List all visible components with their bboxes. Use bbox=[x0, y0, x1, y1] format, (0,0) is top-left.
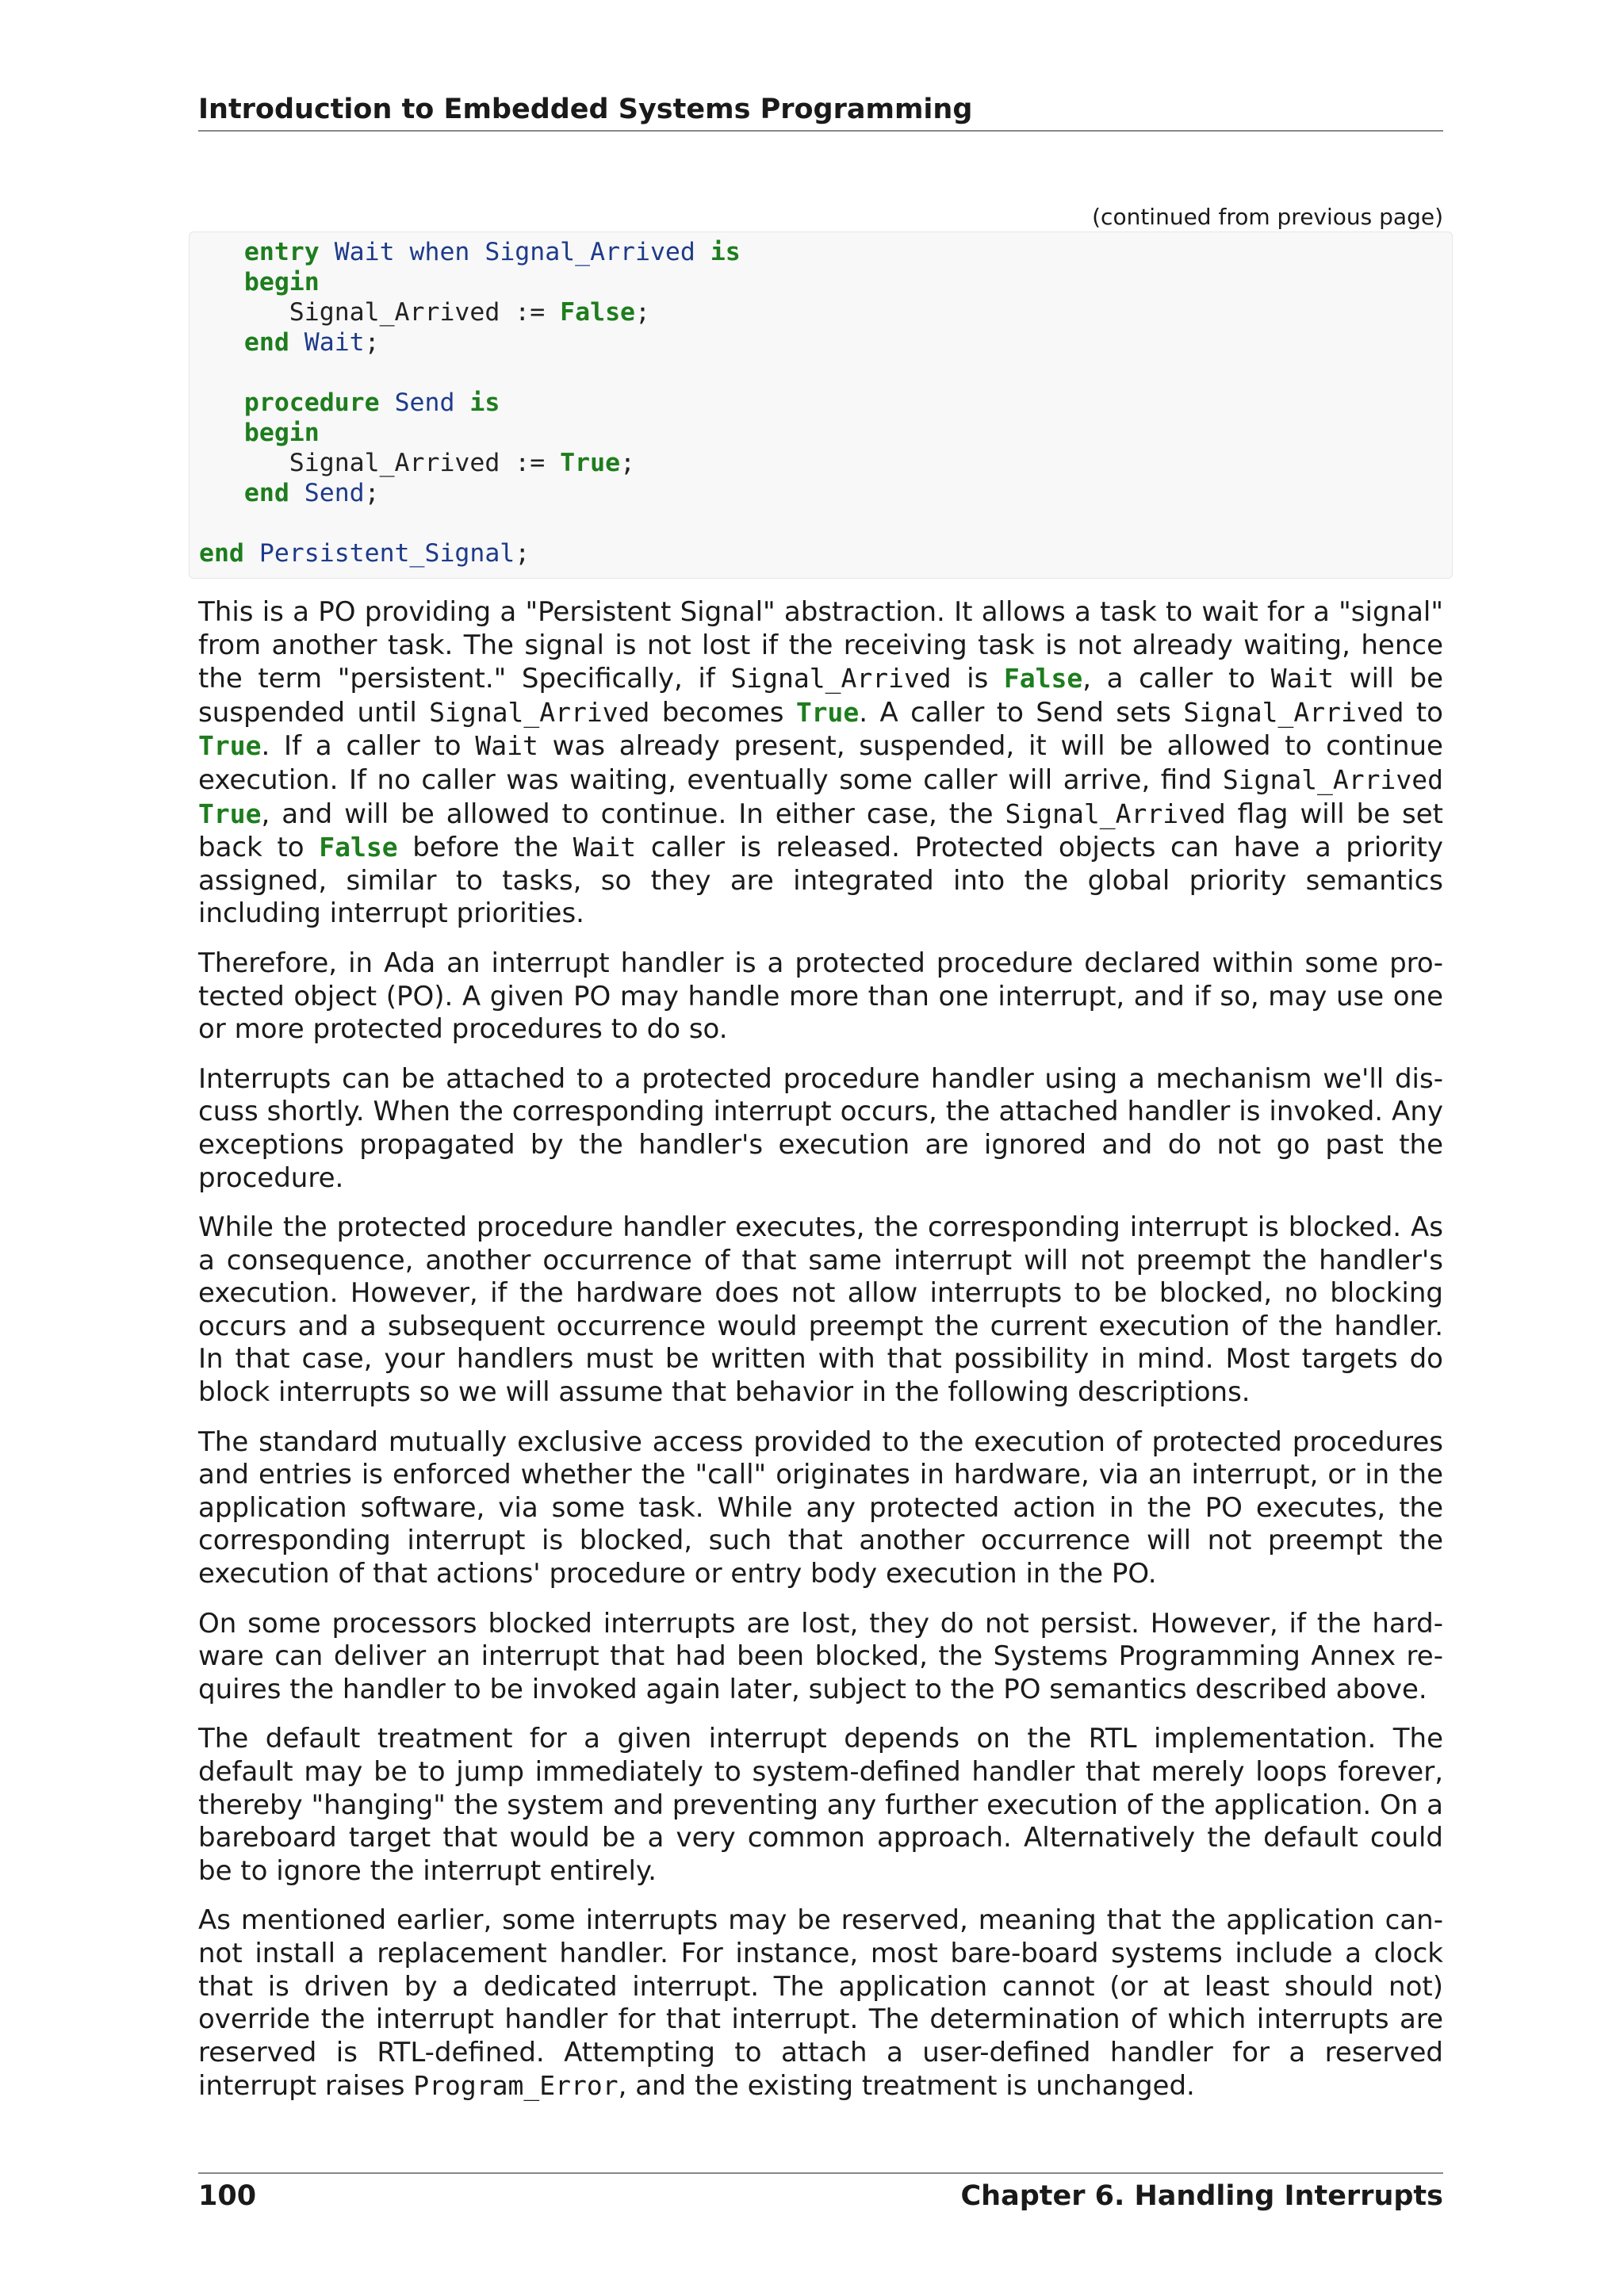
code-text: ; bbox=[620, 449, 635, 477]
paragraph bbox=[198, 1904, 1443, 2103]
text: This is a PO providing a "Persistent Signal" abstraction. It allows a task to wait for a "signal" from another task. The signal is not lost if the receiving task is not already waiting, hence the term "persistent." Specifically, if bbox=[198, 596, 1443, 695]
code-keyword: end bbox=[243, 479, 289, 507]
text: before the bbox=[397, 832, 573, 864]
inline-code: Signal_Arrived bbox=[1222, 763, 1443, 795]
paragraph: The default treatment for a given interrupt depends on the RTL implementation. The default may be to jump immediately to system-defined handler that merely loops forever, thereby "hanging" the system and preventing any further execution of the application. On a bareboard target that would be a very common approach. Alternatively the default could be to ignore the interrupt entirely. bbox=[198, 1723, 1443, 1887]
paragraph bbox=[198, 596, 1443, 931]
code-keyword: end bbox=[243, 328, 289, 357]
code-listing bbox=[199, 237, 741, 568]
code-keyword: is bbox=[710, 238, 741, 266]
code-identifier: Wait bbox=[304, 328, 365, 357]
text: flag will be set back to bbox=[198, 798, 1443, 864]
text: , and will be allowed to continue. In either case, the bbox=[261, 798, 1005, 830]
code-identifier: Persistent_Signal bbox=[259, 539, 515, 568]
code-keyword: entry bbox=[243, 238, 320, 266]
inline-code: Wait bbox=[475, 730, 538, 762]
inline-code: Program_Error bbox=[413, 2070, 619, 2102]
paragraph: On some processors blocked interrupts are lost, they do not persist. However, if the hardware can deliver an interrupt that had been blocked, the Systems Programming Annex requires the handler to be invoked again later, subject to the PO semantics described above. bbox=[198, 1607, 1443, 1705]
code-keyword: True bbox=[560, 449, 621, 477]
code-identifier: Send bbox=[304, 479, 365, 507]
text: will be suspended until bbox=[198, 663, 1443, 729]
body-text bbox=[198, 596, 1443, 2120]
code-keyword-when: when bbox=[409, 238, 470, 266]
code-keyword: begin bbox=[243, 268, 320, 297]
text: , a caller to bbox=[1082, 663, 1271, 695]
text: to bbox=[1404, 696, 1443, 729]
page-footer bbox=[198, 2172, 1443, 2214]
code-identifier: Send bbox=[394, 388, 455, 417]
code-keyword: is bbox=[469, 388, 500, 417]
code-identifier: Signal_Arrived bbox=[485, 238, 695, 266]
inline-code: Wait bbox=[1270, 663, 1335, 695]
paragraph: Therefore, in Ada an interrupt handler is a protected procedure declared within some protected object (PO). A given PO may handle more than one interrupt, and if so, may use one or more protected procedures to do so. bbox=[198, 947, 1443, 1046]
running-header bbox=[198, 92, 1443, 132]
code-text: ; bbox=[515, 539, 530, 568]
text: was already present, suspended, it will be allowed to continue execution. If no caller was waiting, eventually some caller will arrive, find bbox=[198, 730, 1443, 796]
text: . If a caller to bbox=[261, 730, 476, 763]
inline-code: Signal_Arrived bbox=[1005, 798, 1226, 829]
continued-note: (continued from previous page) bbox=[1092, 204, 1443, 230]
inline-code: Signal_Arrived bbox=[1183, 696, 1404, 728]
code-text: ; bbox=[364, 328, 380, 357]
inline-keyword: False bbox=[319, 832, 398, 863]
code-keyword: procedure bbox=[243, 388, 380, 417]
inline-keyword: True bbox=[198, 730, 262, 762]
code-keyword: False bbox=[560, 298, 635, 327]
paragraph: The standard mutually exclusive access provided to the execution of protected procedures and entries is enforced whether the "call" originates in hardware, via an interrupt, or in the application software, via some task. While any protected action in the PO executes, the corresponding interrupt is blocked, such that another occurrence will not preempt the execution of that actions' procedure or entry body execution in the PO. bbox=[198, 1425, 1443, 1590]
code-text: Signal_Arrived := bbox=[289, 298, 561, 327]
code-keyword: end bbox=[199, 539, 244, 568]
inline-keyword: False bbox=[1003, 663, 1083, 695]
text: . A caller to Send sets bbox=[859, 696, 1184, 729]
code-keyword: begin bbox=[243, 419, 320, 447]
text: As mentioned earlier, some interrupts may be reserved, meaning that the application cannot install a replacement handler. For instance, most bare-board systems include a clock that is driven by a dedicated interrupt. The application cannot (or at least should not) override the interrupt handler for that interrupt. The determination of which interrupts are reserved is RTL-defined. Attempting to attach a user-defined handler for a reserved interrupt raises bbox=[198, 1904, 1443, 2103]
chapter-title: Chapter 6. Handling Interrupts bbox=[960, 2180, 1443, 2212]
book-title: Introduction to Embedded Systems Programming bbox=[198, 94, 973, 125]
code-block bbox=[189, 232, 1453, 579]
inline-keyword: True bbox=[198, 798, 262, 829]
page-number: 100 bbox=[198, 2180, 257, 2212]
code-text: ; bbox=[364, 479, 380, 507]
inline-code: Signal_Arrived bbox=[730, 663, 952, 695]
text: is bbox=[951, 663, 1004, 695]
code-identifier: Wait bbox=[334, 238, 395, 266]
code-text: Signal_Arrived := bbox=[289, 449, 561, 477]
text: , and the existing treatment is unchanged. bbox=[618, 2070, 1195, 2103]
code-text: ; bbox=[635, 298, 650, 327]
paragraph: While the protected procedure handler executes, the corresponding interrupt is blocked. As a consequence, another occurrence of that same interrupt will not preempt the handler's execution. However, if the hardware does not allow interrupts to be blocked, no blocking occurs and a subsequent occurrence would preempt the current execution of the handler. In that case, your handlers must be written with that possibility in mind. Most targets do block interrupts so we will assume that behavior in the following descriptions. bbox=[198, 1211, 1443, 1409]
text: caller is released. Protected objects can have a priority assigned, similar to tasks, so they are integrated into the global priority semantics including interrupt priorities. bbox=[198, 832, 1443, 930]
inline-code: Wait bbox=[573, 832, 637, 863]
inline-keyword: True bbox=[795, 696, 860, 728]
paragraph: Interrupts can be attached to a protected procedure handler using a mechanism we'll discuss shortly. When the corresponding interrupt occurs, the attached handler is invoked. Any exceptions propagated by the handler's execution are ignored and do not go past the procedure. bbox=[198, 1062, 1443, 1194]
text: becomes bbox=[649, 696, 796, 729]
inline-code: Signal_Arrived bbox=[429, 696, 650, 728]
